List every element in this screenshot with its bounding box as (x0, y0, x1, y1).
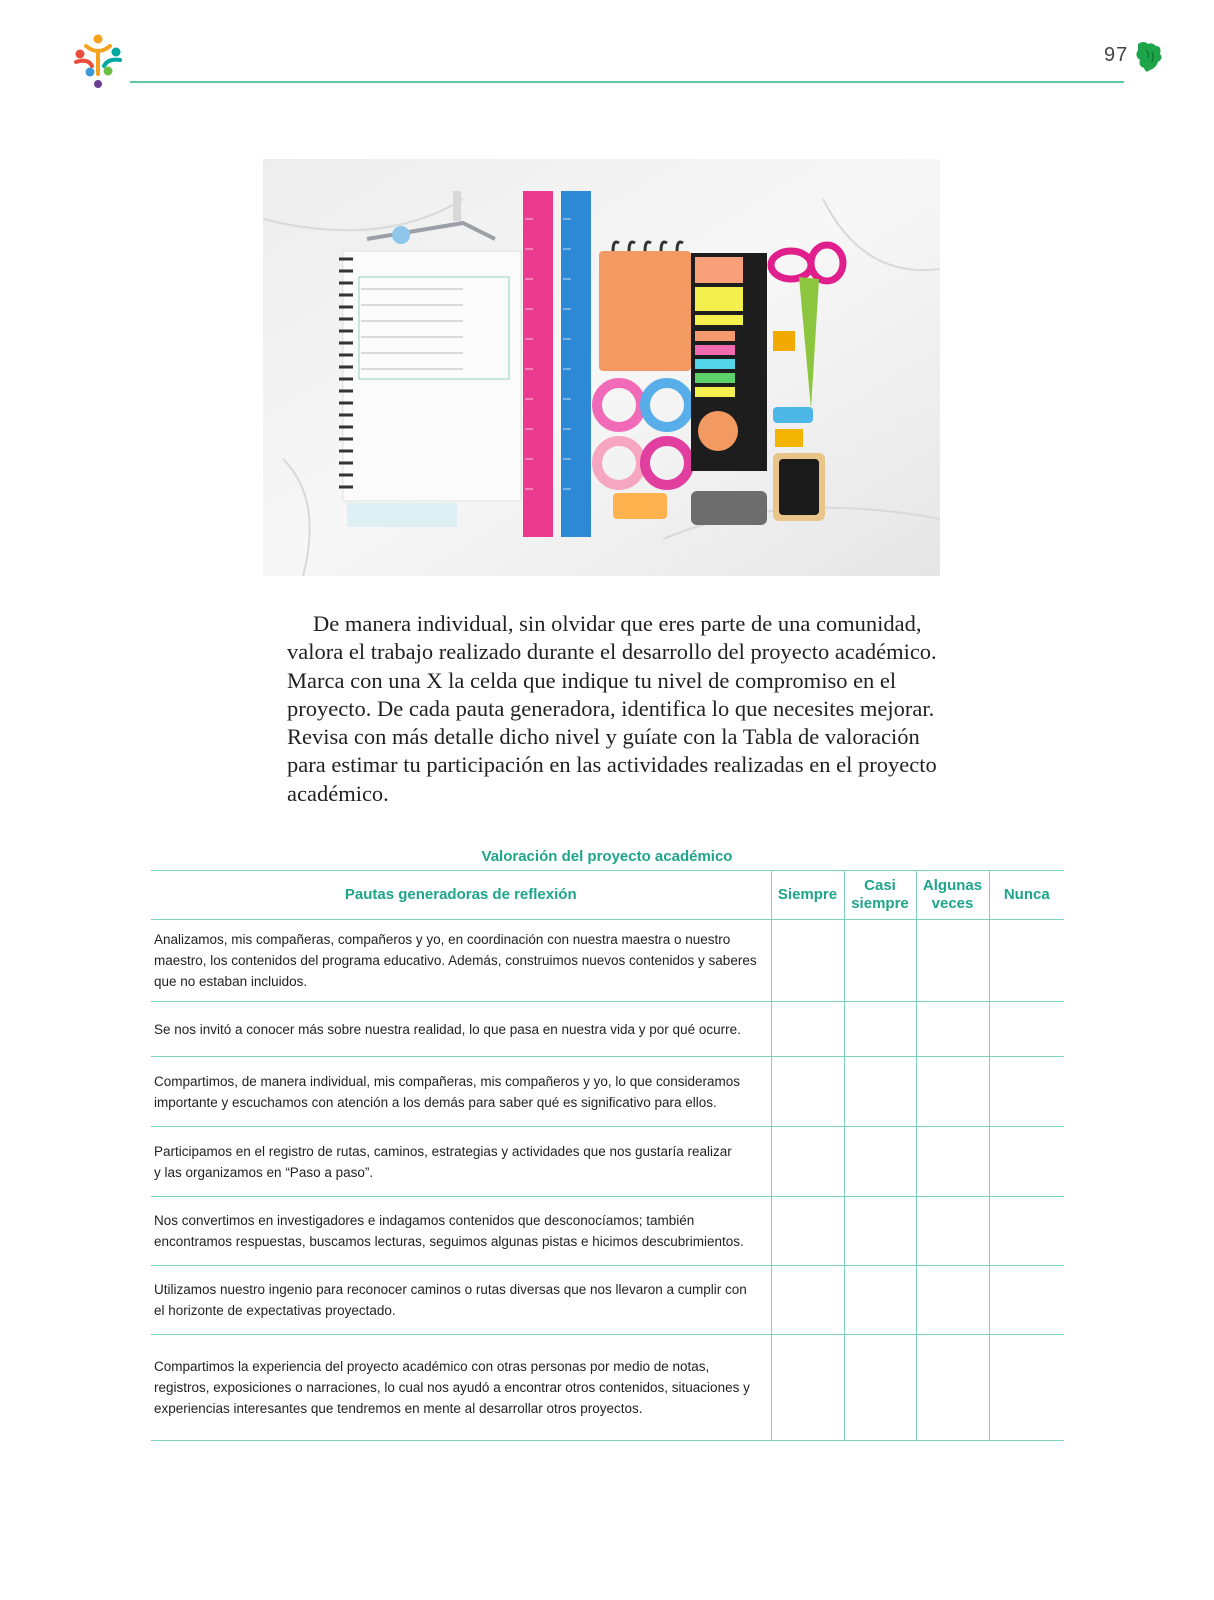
nunca-cell[interactable] (989, 1266, 1064, 1335)
siempre-cell[interactable] (771, 1127, 844, 1197)
algunas-veces-cell[interactable] (916, 920, 989, 1002)
table-header-row (151, 871, 1064, 920)
header-algunas-veces (916, 871, 989, 920)
pauta-line: Se nos invitó a conocer más sobre nuestra realidad, lo que pasa en nuestra vida y por qué ocurre. (154, 1021, 741, 1037)
siempre-cell[interactable] (771, 1266, 844, 1335)
pauta-line: maestro, los contenidos del programa educativo. Además, construimos nuevos contenidos y saberes (154, 953, 757, 968)
siempre-cell[interactable] (771, 920, 844, 1002)
pauta-line: y las organizamos en “Paso a paso”. (154, 1164, 374, 1180)
pauta-text (151, 1127, 771, 1197)
pauta-line: registros, exposiciones o narraciones, lo cual nos ayudó a encontrar otros contenidos, situaciones y (154, 1380, 750, 1395)
notepad-icon (599, 251, 691, 371)
siempre-cell[interactable] (771, 1057, 844, 1127)
header-algunas-line1: Algunas (922, 877, 983, 894)
algunas-veces-cell[interactable] (916, 1002, 989, 1057)
algunas-veces-cell[interactable] (916, 1197, 989, 1266)
pauta-text (151, 1335, 771, 1441)
table-row (151, 1057, 1064, 1127)
algunas-veces-cell[interactable] (916, 1127, 989, 1197)
casi-siempre-cell[interactable] (844, 1127, 916, 1197)
pauta-line: el horizonte de expectativas proyectado. (154, 1303, 396, 1318)
header-algunas-line2: veces (931, 895, 974, 912)
nunca-cell[interactable] (989, 1127, 1064, 1197)
header-pautas: Pautas generadoras de reflexión (151, 871, 771, 920)
sticky-notes-icon (691, 253, 767, 471)
pauta-line: importante y escuchamos con atención a los demás para saber qué es significativo para ellos. (154, 1094, 717, 1110)
pauta-line: experiencias interesantes que tendremos en mente al desarrollar otros proyectos. (154, 1401, 643, 1416)
header-siempre: Siempre (771, 871, 844, 920)
sharpener-icon (773, 331, 795, 351)
notebook-icon (339, 251, 521, 527)
pauta-text (151, 1002, 771, 1057)
header-casi-line1: Casi (864, 877, 896, 894)
table-row (151, 1197, 1064, 1266)
nunca-cell[interactable] (989, 920, 1064, 1002)
pauta-text (151, 1266, 771, 1335)
casi-siempre-cell[interactable] (844, 1197, 916, 1266)
casi-siempre-cell[interactable] (844, 1335, 916, 1441)
stapler-icon (691, 491, 767, 525)
pauta-line: que no estaban incluidos. (154, 974, 308, 989)
valoracion-table (151, 870, 1064, 1441)
header-casi-siempre (844, 871, 916, 920)
casi-siempre-cell[interactable] (844, 1002, 916, 1057)
pauta-text (151, 920, 771, 1002)
nunca-cell[interactable] (989, 1002, 1064, 1057)
siempre-cell[interactable] (771, 1002, 844, 1057)
instructions-paragraph (287, 610, 937, 808)
table-row (151, 1127, 1064, 1197)
header-casi-line2: siempre (851, 895, 909, 912)
blue-ruler-icon (561, 191, 591, 537)
nunca-cell[interactable] (989, 1197, 1064, 1266)
siempre-cell[interactable] (771, 1197, 844, 1266)
casi-siempre-cell[interactable] (844, 920, 916, 1002)
algunas-veces-cell[interactable] (916, 1266, 989, 1335)
pauta-line: Compartimos la experiencia del proyecto académico con otras personas por medio de notas, (154, 1359, 710, 1374)
table-row (151, 920, 1064, 1002)
pauta-line: encontramos respuestas, buscamos lecturas, seguimos algunas pistas e hicimos descubrimientos. (154, 1234, 744, 1249)
pauta-line: Compartimos, de manera individual, mis compañeras, mis compañeros y yo, lo que consideramos (154, 1073, 741, 1089)
pink-ruler-icon (523, 191, 553, 537)
header-nunca: Nunca (989, 871, 1064, 920)
pauta-text (151, 1057, 771, 1127)
community-figures-logo-icon (70, 32, 126, 88)
casi-siempre-cell[interactable] (844, 1266, 916, 1335)
table-title: Valoración del proyecto académico (481, 848, 733, 865)
table-row (151, 1335, 1064, 1441)
green-map-icon (1134, 40, 1164, 74)
header-rule (130, 81, 1124, 83)
pauta-line: Nos convertimos en investigadores e indagamos contenidos que desconocíamos; también (154, 1213, 695, 1228)
instructions-text: De manera individual, sin olvidar que eres parte de una comunidad, valora el trabajo realizado durante el desarrollo del proyecto académico. Marca con una X la celda que indique tu nivel de compromiso en el proyecto. De cada pauta generadora, identifica lo que necesites mejorar. Revisa con más detalle dicho nivel y guíate con la Tabla de valoración para estimar tu participación en las actividades realizadas en el proyecto académico. (287, 611, 937, 806)
table-row (151, 1266, 1064, 1335)
pauta-line: Utilizamos nuestro ingenio para reconocer caminos o rutas diversas que nos llevaron a cumplir con (154, 1282, 747, 1297)
eraser-icon (613, 493, 667, 519)
nunca-cell[interactable] (989, 1057, 1064, 1127)
table-row (151, 1002, 1064, 1057)
algunas-veces-cell[interactable] (916, 1335, 989, 1441)
siempre-cell[interactable] (771, 1335, 844, 1441)
pauta-line: Participamos en el registro de rutas, caminos, estrategias y actividades que nos gustaría realizar (154, 1143, 732, 1159)
pauta-line: Analizamos, mis compañeras, compañeros y yo, en coordinación con nuestra maestra o nuestro (154, 932, 731, 947)
casi-siempre-cell[interactable] (844, 1057, 916, 1127)
page-number: 97 (1104, 44, 1129, 66)
algunas-veces-cell[interactable] (916, 1057, 989, 1127)
nunca-cell[interactable] (989, 1335, 1064, 1441)
pauta-text (151, 1197, 771, 1266)
school-supplies-photo (263, 159, 940, 576)
